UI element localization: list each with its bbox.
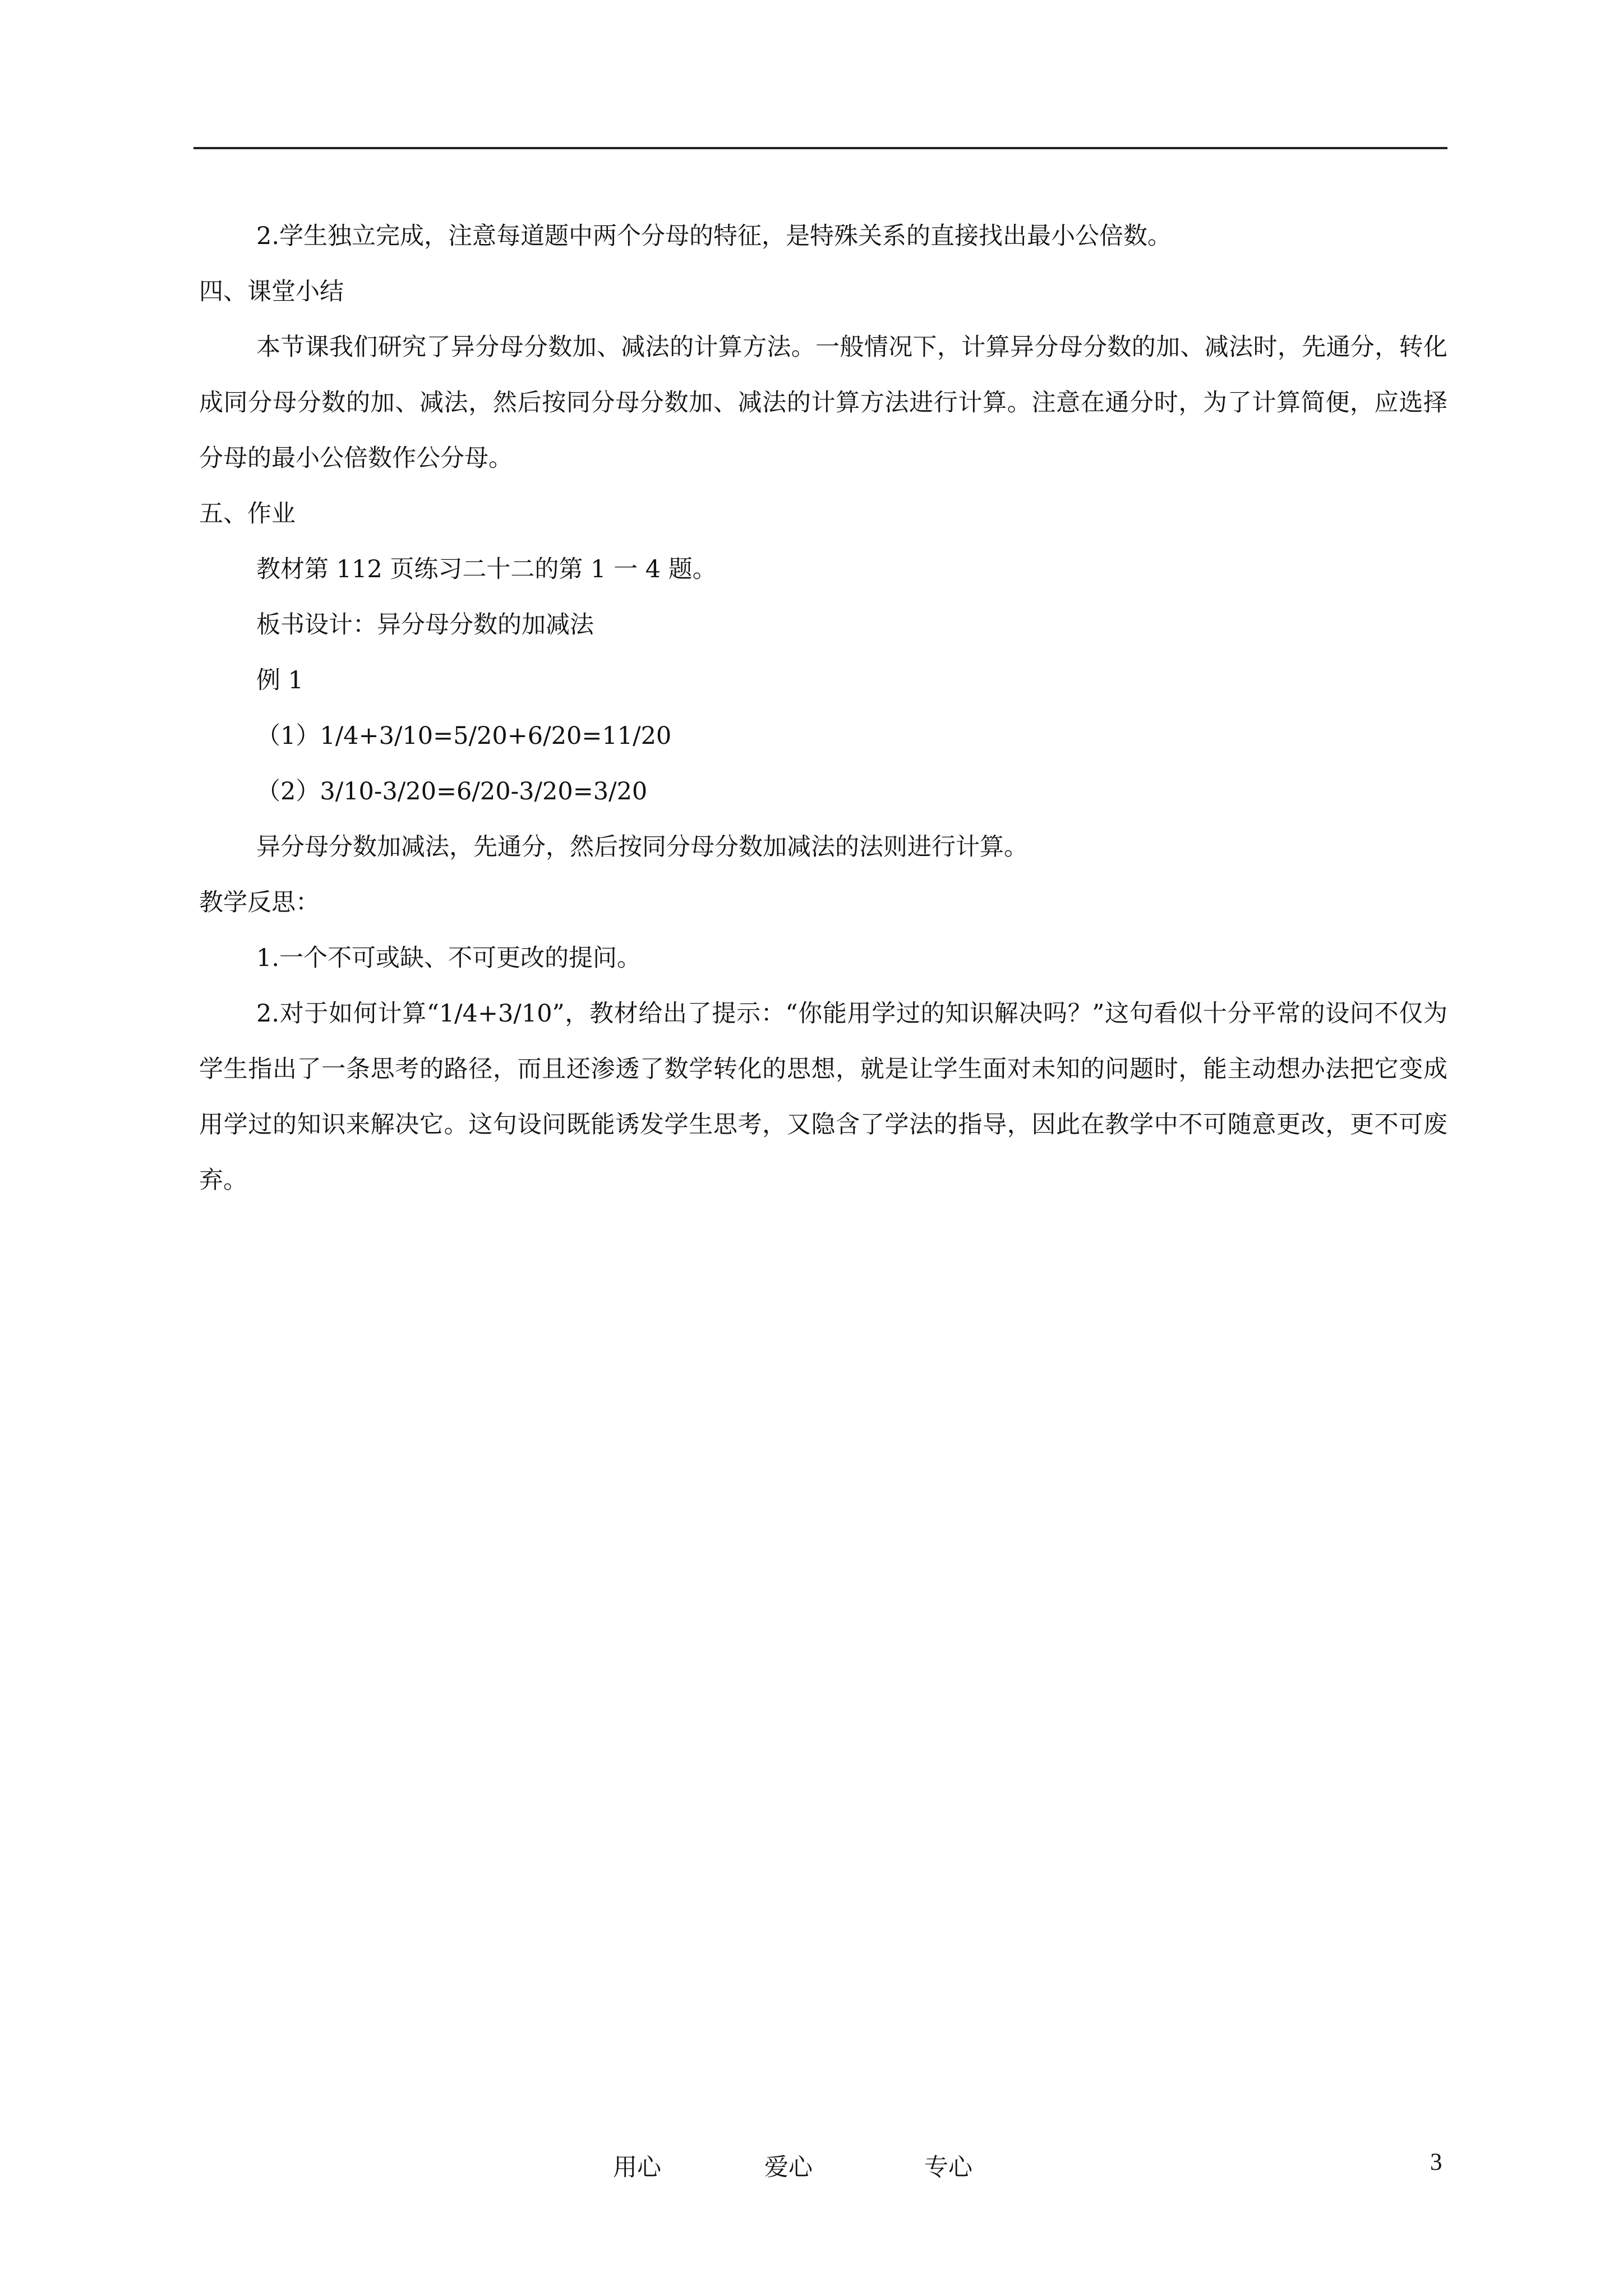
equation-1: （1）1/4+3/10=5/20+6/20=11/20 [256,722,672,750]
footer-motto-3: 专心 [924,2154,972,2182]
page-number: 3 [1430,2149,1442,2175]
reflection-item-1: 1.一个不可或缺、不可更改的提问。 [256,944,642,972]
section-heading-homework: 五、作业 [199,500,296,528]
page-footer [0,2148,1623,2182]
summary-paragraph: 本节课我们研究了异分母分数加、减法的计算方法。一般情况下，计算异分母分数的加、减法时，先通分，转化成同分母分数的加、减法，然后按同分母分数加、减法的计算方法进行计算。注意在通分时，为了计算简便，应选择分母的最小公倍数作公分母。 [199,333,1447,472]
equation-2: （2）3/10-3/20=6/20-3/20=3/20 [256,777,648,806]
footer-motto-2: 爱心 [764,2154,813,2182]
rule-text: 异分母分数加减法，先通分，然后按同分母分数加减法的法则进行计算。 [256,833,1028,861]
section-heading-reflection: 教学反思： [199,889,320,917]
step-2-text: 2.学生独立完成，注意每道题中两个分母的特征，是特殊关系的直接找出最小公倍数。 [256,222,1172,250]
homework-text: 教材第 112 页练习二十二的第 1 一 4 题。 [256,555,717,583]
section-heading-summary: 四、课堂小结 [199,278,344,306]
footer-motto-1: 用心 [613,2154,661,2182]
header-rule [193,147,1447,149]
document-body [199,209,1447,1208]
reflection-item-2: 2.对于如何计算“1/4+3/10”，教材给出了提示：“你能用学过的知识解决吗？”这句看似十分平常的设问不仅为学生指出了一条思考的路径，而且还渗透了数学转化的思想，就是让学生面对未知的问题时，能主动想办法把它变成用学过的知识来解决它。这句设问既能诱发学生思考，又隐含了学法的指导，因此在教学中不可随意更改，更不可废弃。 [199,1000,1447,1194]
example-label: 例 1 [256,666,304,694]
board-design-title: 板书设计：异分母分数的加减法 [256,611,594,639]
